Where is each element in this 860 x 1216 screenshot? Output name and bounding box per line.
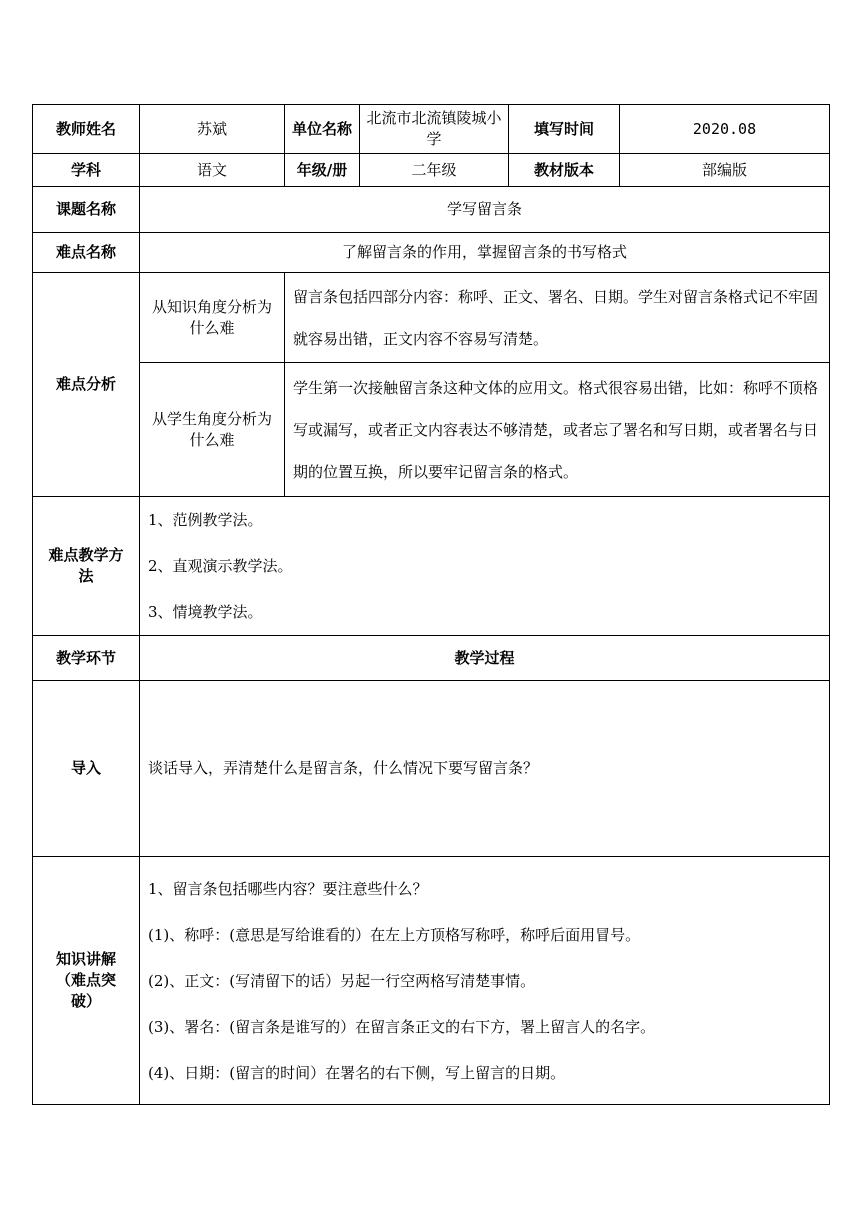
intro-text: 谈话导入，弄清楚什么是留言条，什么情况下要写留言条？ [140,681,830,857]
method-item: 3、情境教学法。 [148,603,263,621]
knowledge-content [140,857,830,1105]
analysis-student-row [33,363,830,497]
fill-date-label: 填写时间 [509,105,620,154]
process-header-row [33,636,830,681]
student-angle-label: 从学生角度分析为什么难 [140,363,285,497]
method-item: 1、范例教学法。 [148,511,263,529]
subject-value: 语文 [140,154,285,187]
knowledge-row [33,857,830,1105]
header-row [33,105,830,154]
edition-value: 部编版 [620,154,830,187]
difficulty-row [33,233,830,273]
teacher-name-label: 教师姓名 [33,105,140,154]
edition-label: 教材版本 [509,154,620,187]
unit-name-label: 单位名称 [285,105,360,154]
knowledge-line: (1)、称呼：(意思是写给谁看的）在左上方顶格写称呼，称呼后面用冒号。 [148,925,641,944]
methods-row [33,497,830,636]
knowledge-angle-paragraph: 留言条包括四部分内容：称呼、正文、署名、日期。学生对留言条格式记不牢固就容易出错，正文内容不容易写清楚。 [293,287,819,348]
teacher-name-value: 苏斌 [140,105,285,154]
difficulty-label: 难点名称 [33,233,140,273]
knowledge-line: (2)、正文：(写清留下的话）另起一行空两格写清楚事情。 [148,971,536,990]
knowledge-line: 1、留言条包括哪些内容？要注意些什么？ [148,879,428,898]
method-item: 2、直观演示教学法。 [148,557,293,575]
subject-label: 学科 [33,154,140,187]
intro-row [33,681,830,857]
teaching-process-label: 教学过程 [140,636,830,681]
unit-name-value: 北流市北流镇陵城小学 [360,105,509,154]
difficulty-value: 了解留言条的作用，掌握留言条的书写格式 [140,233,830,273]
methods-label: 难点教学方法 [33,497,140,636]
student-angle-paragraph: 学生第一次接触留言条这种文体的应用文。格式很容易出错，比如：称呼不顶格写或漏写，或者正文内容表达不够清楚，或者忘了署名和写日期，或者署名与日期的位置互换，所以要牢记留言条的格式。 [293,378,819,481]
intro-label: 导入 [33,681,140,857]
knowledge-line: (3)、署名：(留言条是谁写的）在留言条正文的右下方，署上留言人的名字。 [148,1017,656,1036]
knowledge-angle-label: 从知识角度分析为什么难 [140,273,285,363]
subject-row [33,154,830,187]
knowledge-label: 知识讲解（难点突破） [33,857,140,1105]
topic-row [33,187,830,233]
analysis-knowledge-row [33,273,830,363]
topic-value: 学写留言条 [140,187,830,233]
student-angle-text [285,363,830,497]
teaching-step-label: 教学环节 [33,636,140,681]
topic-label: 课题名称 [33,187,140,233]
grade-value: 二年级 [360,154,509,187]
grade-label: 年级/册 [285,154,360,187]
knowledge-line: (4)、日期：(留言的时间）在署名的右下侧，写上留言的日期。 [148,1063,566,1082]
lesson-plan-table [32,104,830,1105]
fill-date-value: 2020.08 [620,105,830,154]
difficulty-analysis-label: 难点分析 [33,273,140,497]
knowledge-angle-text [285,273,830,363]
methods-list [140,497,830,636]
